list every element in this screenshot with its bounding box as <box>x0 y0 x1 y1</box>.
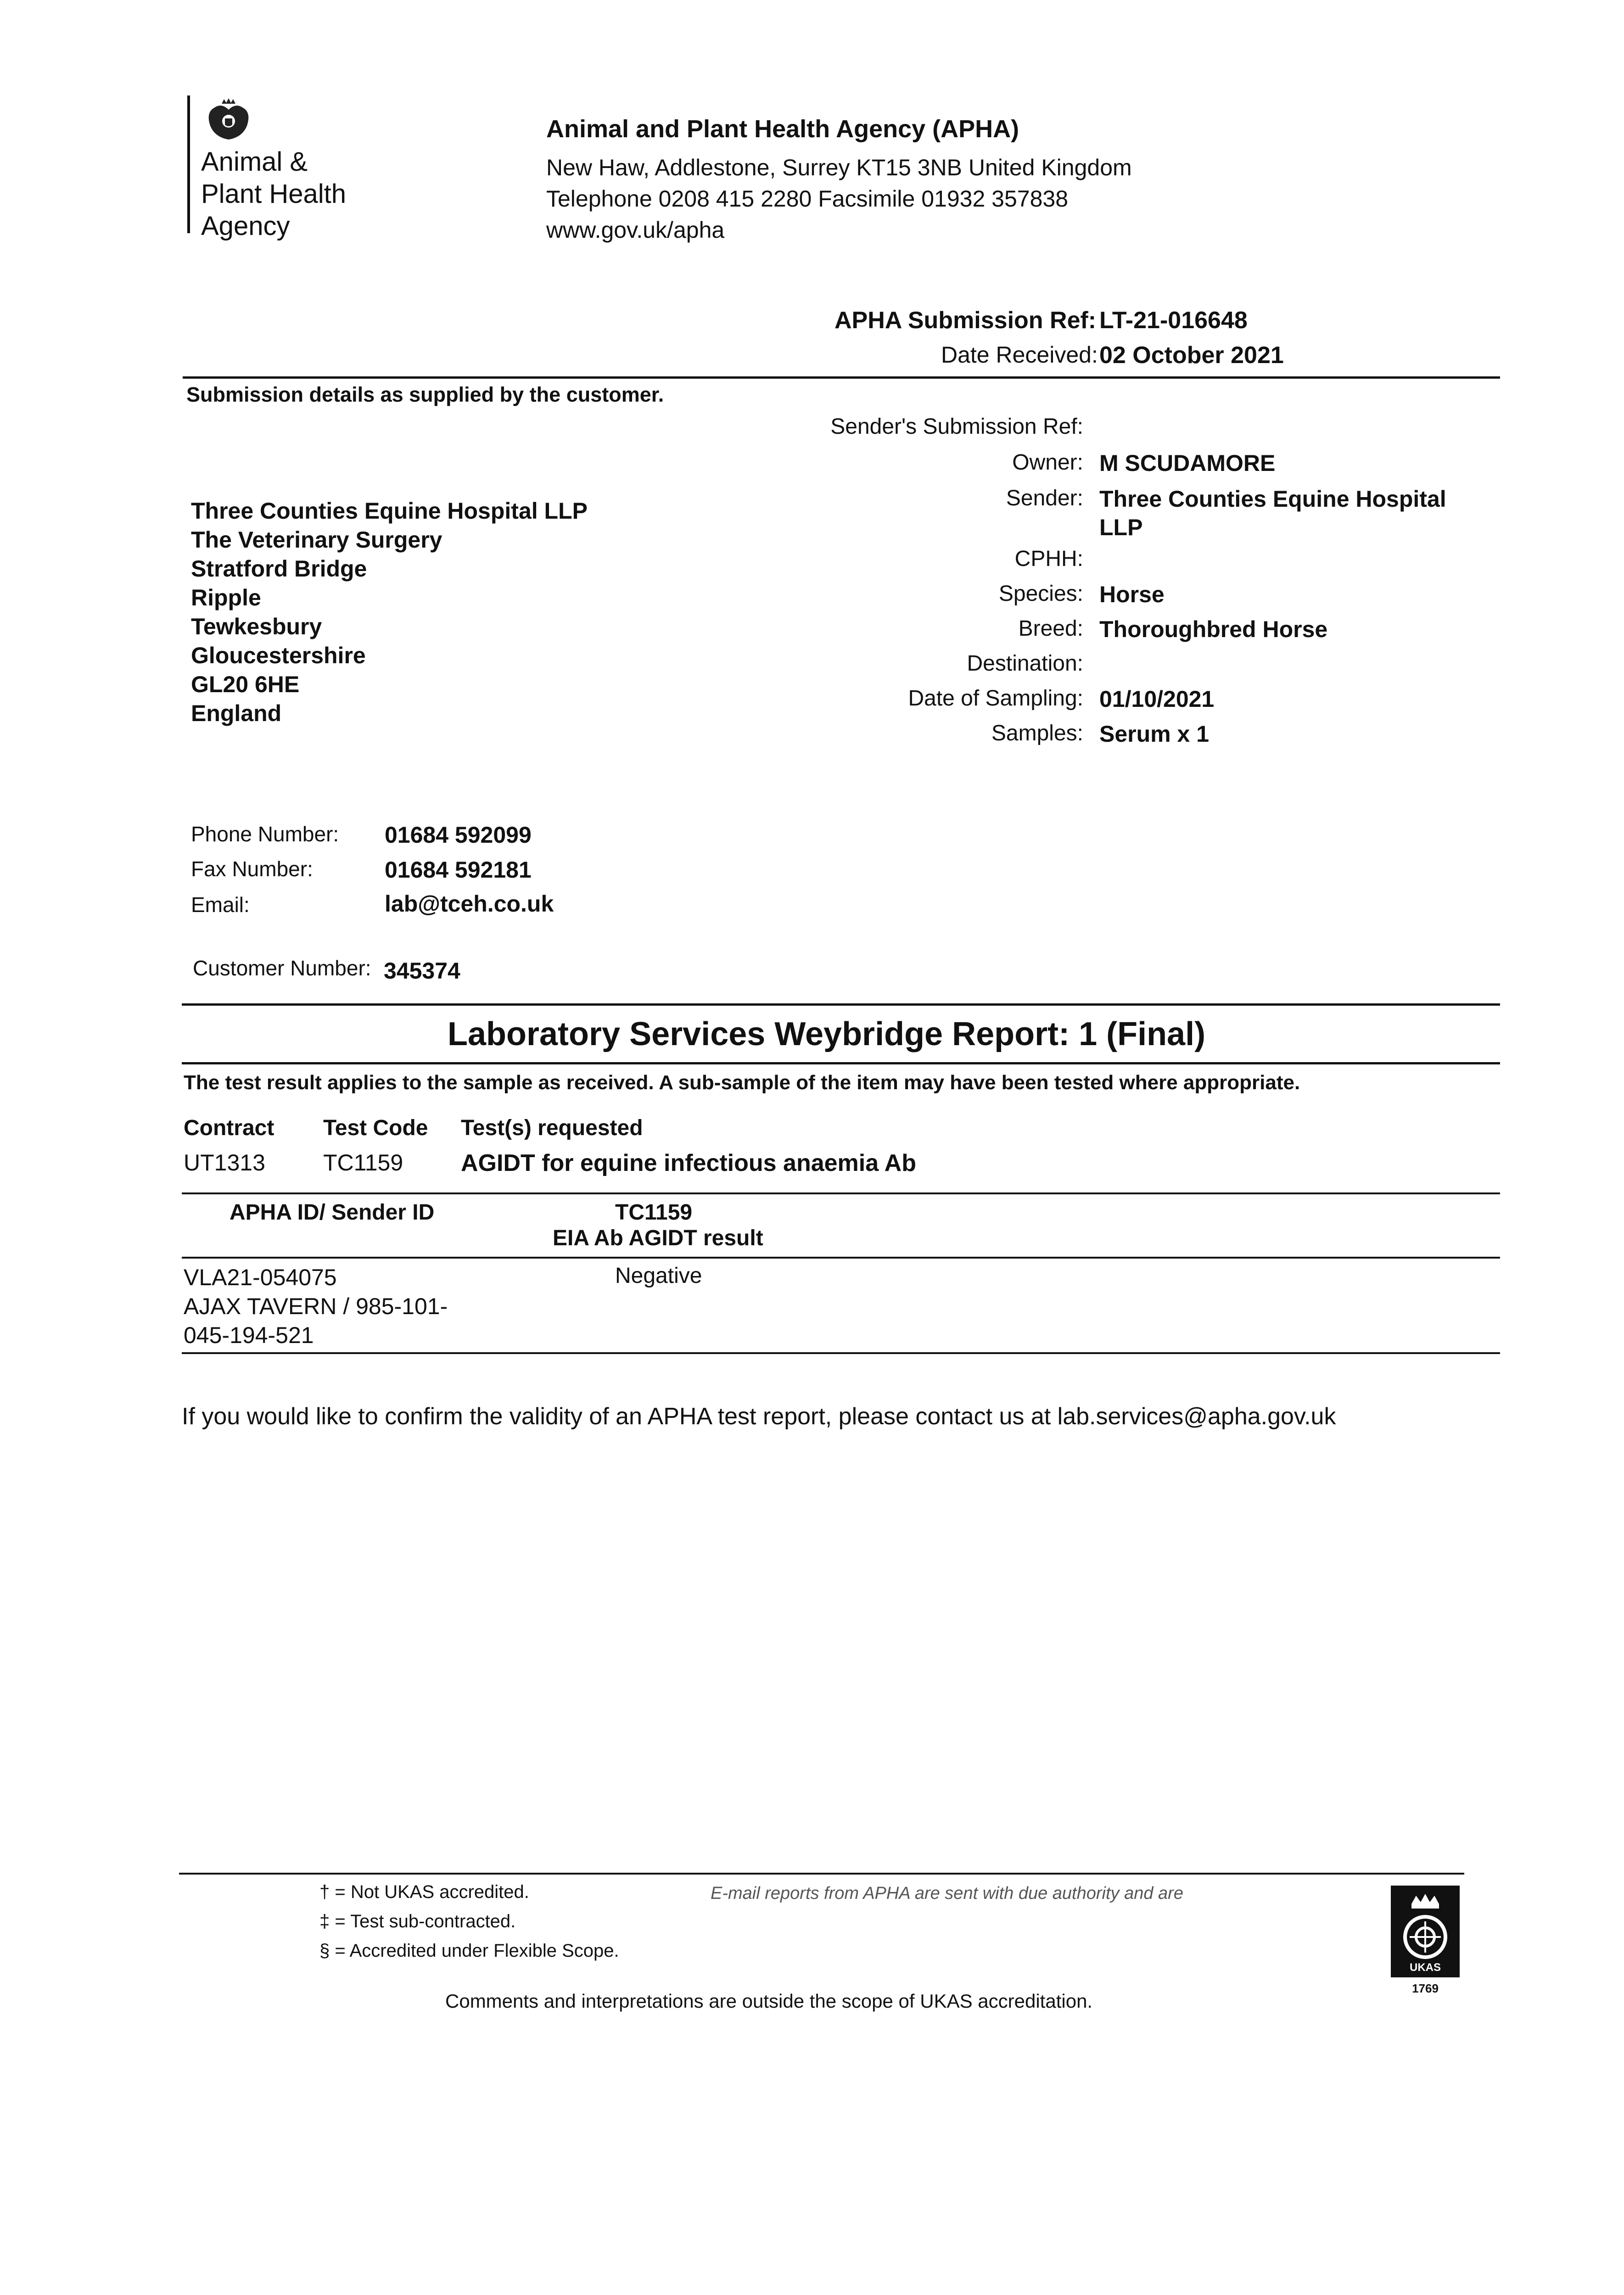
customer-number-label: Customer Number: <box>193 956 371 980</box>
date-received-value: 02 October 2021 <box>1099 342 1284 369</box>
senders-ref-label: Sender's Submission Ref: <box>830 414 1083 439</box>
results-id-line: AJAX TAVERN / 985-101- <box>184 1293 448 1319</box>
sender-value-cont: LLP <box>1099 515 1143 540</box>
report-top-divider <box>182 1003 1500 1006</box>
customer-number-value: 345374 <box>384 958 460 984</box>
results-code-header: TC1159 <box>615 1200 693 1225</box>
validity-note: If you would like to confirm the validity of an APHA test report, please contact us at lab.services@apha.gov.uk <box>182 1403 1336 1430</box>
royal-crest-icon <box>201 98 256 144</box>
owner-label: Owner: <box>1012 450 1083 475</box>
breed-value: Thoroughbred Horse <box>1099 616 1328 642</box>
ukas-number: 1769 <box>1412 1982 1439 1995</box>
phone-value: 01684 592099 <box>385 822 532 848</box>
results-result-header: EIA Ab AGIDT result <box>553 1226 763 1250</box>
sender-label: Sender: <box>1006 486 1083 510</box>
test-code-header: Test Code <box>323 1116 428 1140</box>
email-label: Email: <box>191 893 250 917</box>
ukas-label: UKAS <box>1409 1961 1441 1974</box>
results-top-divider <box>182 1192 1500 1194</box>
results-id-value <box>184 1263 448 1350</box>
report-title-divider <box>182 1062 1500 1064</box>
ukas-logo <box>1391 1886 1460 1996</box>
email-value[interactable]: lab@tceh.co.uk <box>385 891 554 917</box>
address-line: Tewkesbury <box>191 614 322 639</box>
agency-address: New Haw, Addlestone, Surrey KT15 3NB United Kingdom <box>546 155 1132 180</box>
destination-label: Destination: <box>967 651 1083 676</box>
results-bottom-divider <box>182 1352 1500 1354</box>
sampling-date-label: Date of Sampling: <box>908 686 1083 711</box>
test-requested-value: AGIDT for equine infectious anaemia Ab <box>461 1150 916 1176</box>
owner-value: M SCUDAMORE <box>1099 450 1276 476</box>
ukas-comments: Comments and interpretations are outside the scope of UKAS accreditation. <box>445 1990 1093 2012</box>
logo-line-2: Plant Health <box>201 179 346 209</box>
submission-ref-value: LT-21-016648 <box>1099 307 1248 334</box>
footer-divider <box>179 1873 1464 1875</box>
legend-flexible-scope: § = Accredited under Flexible Scope. <box>319 1941 619 1961</box>
agency-phone-fax: Telephone 0208 415 2280 Facsimile 01932 357838 <box>546 186 1069 212</box>
results-id-line: 045-194-521 <box>184 1322 314 1348</box>
sampling-date-value: 01/10/2021 <box>1099 686 1215 712</box>
contract-header: Contract <box>184 1116 274 1140</box>
address-line: Ripple <box>191 585 261 610</box>
report-note: The test result applies to the sample as received. A sub-sample of the item may have been tested where appropriate. <box>184 1071 1300 1094</box>
species-value: Horse <box>1099 582 1165 607</box>
samples-label: Samples: <box>991 721 1083 745</box>
results-value: Negative <box>615 1264 702 1288</box>
logo-divider <box>187 95 190 233</box>
test-code-value: TC1159 <box>323 1150 403 1175</box>
address-line: England <box>191 700 282 726</box>
species-label: Species: <box>998 582 1083 606</box>
address-line: Three Counties Equine Hospital LLP <box>191 498 588 524</box>
phone-label: Phone Number: <box>191 822 339 846</box>
supplied-note: Submission details as supplied by the customer. <box>186 383 664 406</box>
agency-name: Animal and Plant Health Agency (APHA) <box>546 115 1019 143</box>
fax-label: Fax Number: <box>191 857 313 881</box>
address-line: The Veterinary Surgery <box>191 527 442 553</box>
contract-value: UT1313 <box>184 1150 265 1175</box>
footer-legend <box>319 1877 619 1965</box>
customer-address <box>191 497 588 728</box>
cphh-label: CPHH: <box>1014 547 1083 571</box>
logo-line-1: Animal & <box>201 147 308 177</box>
results-header-divider <box>182 1257 1500 1259</box>
header-divider <box>183 376 1500 379</box>
report-title: Laboratory Services Weybridge Report: 1 (Final) <box>448 1016 1206 1052</box>
legend-subcontracted: ‡ = Test sub-contracted. <box>319 1911 516 1931</box>
results-id-header: APHA ID/ Sender ID <box>230 1200 435 1225</box>
address-line: Stratford Bridge <box>191 556 367 582</box>
agency-website[interactable]: www.gov.uk/apha <box>546 217 725 243</box>
logo-text <box>201 146 346 242</box>
results-id-line: VLA21-054075 <box>184 1265 337 1290</box>
fax-value: 01684 592181 <box>385 857 532 883</box>
address-line: GL20 6HE <box>191 672 300 697</box>
date-received-label: Date Received: <box>941 342 1098 368</box>
logo-line-3: Agency <box>201 211 290 241</box>
sender-value: Three Counties Equine Hospital <box>1099 486 1446 512</box>
tests-requested-header: Test(s) requested <box>461 1116 643 1140</box>
ukas-crown-icon <box>1391 1886 1460 1977</box>
breed-label: Breed: <box>1018 616 1083 641</box>
address-line: Gloucestershire <box>191 643 366 668</box>
submission-ref-label: APHA Submission Ref: <box>834 307 1097 334</box>
legend-not-accredited: † = Not UKAS accredited. <box>319 1882 529 1902</box>
samples-value: Serum x 1 <box>1099 721 1210 747</box>
email-reports-note: E-mail reports from APHA are sent with due authority and are <box>711 1884 1183 1903</box>
